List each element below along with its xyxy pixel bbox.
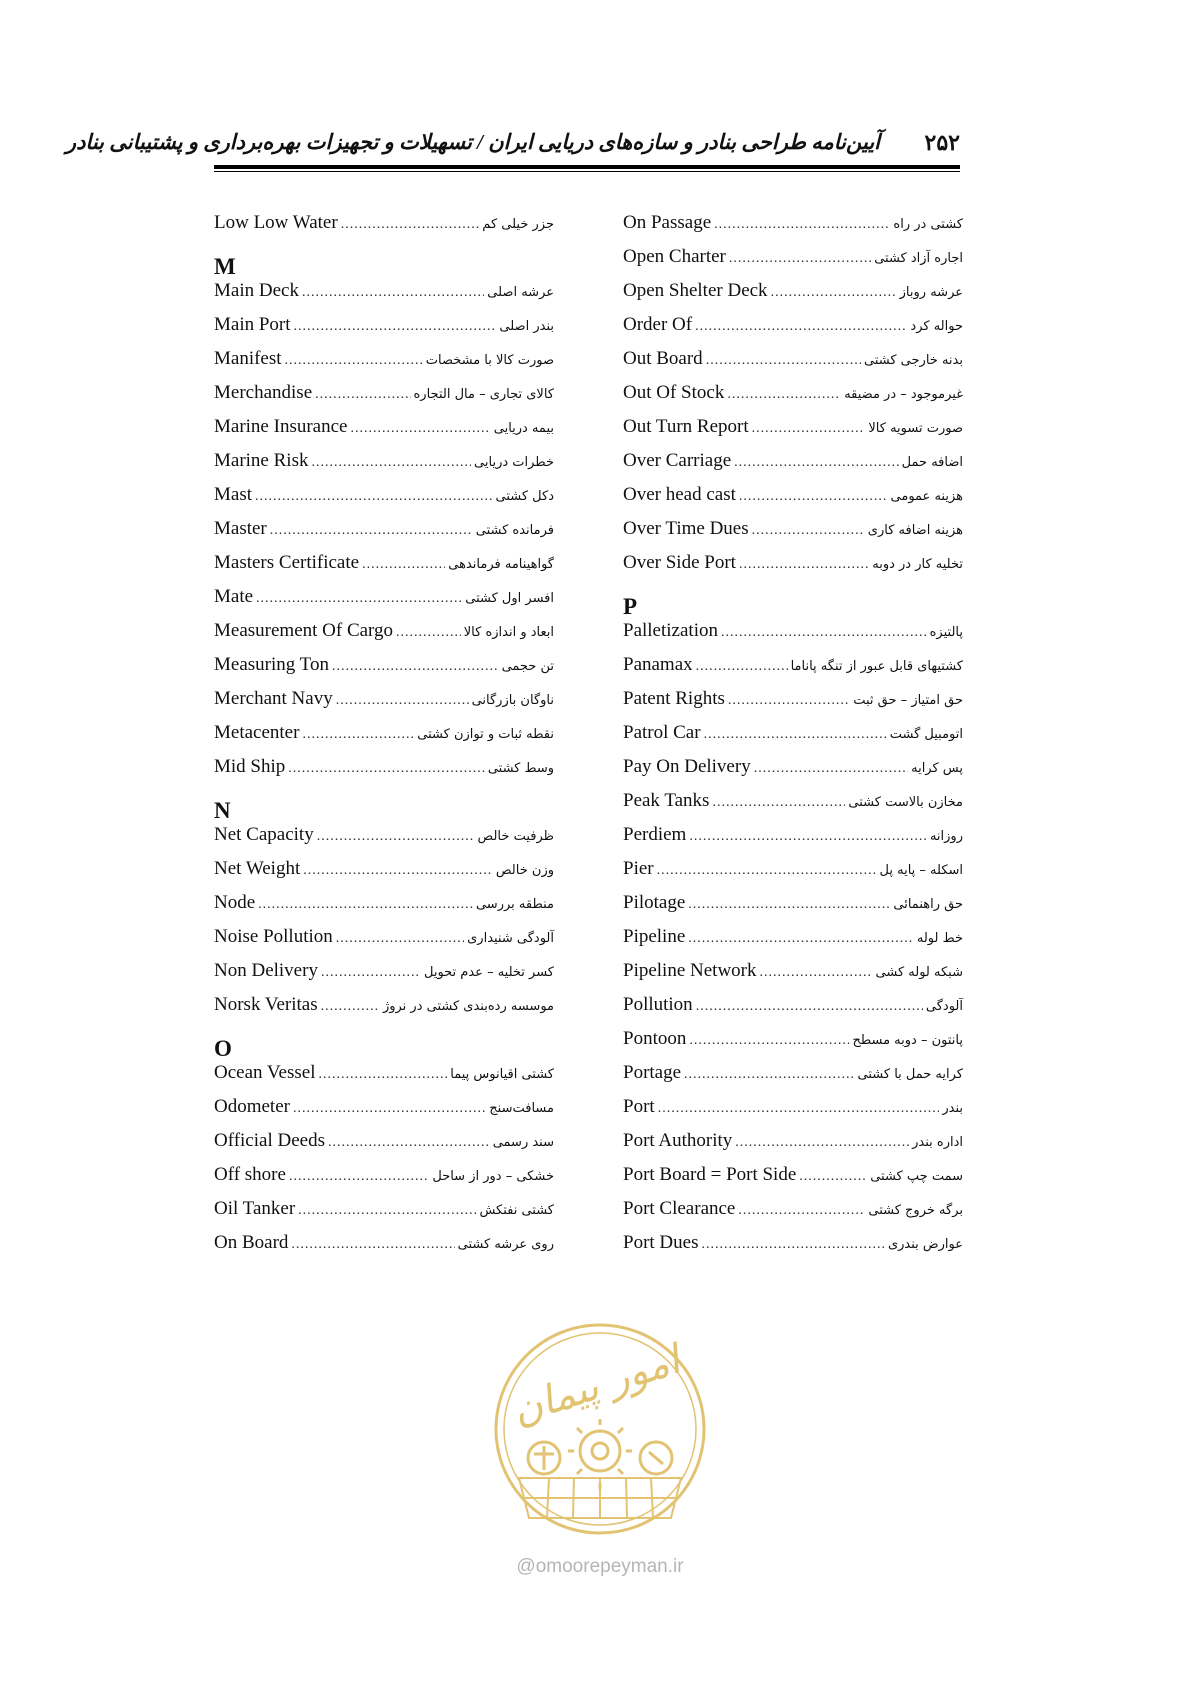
glossary-entry xyxy=(214,1232,554,1266)
section-letter-heading: M xyxy=(214,254,236,279)
glossary-entry xyxy=(623,926,963,960)
english-term: Over Carriage xyxy=(623,450,732,471)
dot-leader xyxy=(285,353,423,369)
glossary-entry xyxy=(214,994,554,1028)
persian-translation: آلودگی xyxy=(925,999,963,1014)
dot-leader xyxy=(321,999,380,1015)
dot-leader xyxy=(738,1203,865,1219)
persian-translation: پالتیزه xyxy=(929,625,963,640)
glossary-entry xyxy=(623,824,963,858)
glossary-entry xyxy=(623,654,963,688)
persian-translation: پانتون – دوبه مسطح xyxy=(852,1033,963,1048)
english-term: Oil Tanker xyxy=(214,1198,296,1219)
watermark-website: @omoorepeyman.ir xyxy=(516,1556,684,1577)
dot-leader xyxy=(336,931,464,947)
dot-leader xyxy=(754,761,908,777)
english-term: Metacenter xyxy=(214,722,300,743)
persian-translation: کرایه حمل با کشتی xyxy=(857,1067,963,1082)
persian-translation: حق راهنمائی xyxy=(893,897,963,912)
dot-leader xyxy=(701,1237,884,1253)
dot-leader xyxy=(735,1135,909,1151)
dot-leader xyxy=(396,625,461,641)
persian-translation: هزینه اضافه کاری xyxy=(867,523,963,538)
persian-translation: غیرموجود – در مضیقه xyxy=(844,387,963,402)
dot-leader xyxy=(728,693,850,709)
persian-translation: حواله کرد xyxy=(910,319,963,334)
glossary-entry xyxy=(623,1130,963,1164)
glossary-entry xyxy=(214,1062,554,1096)
english-term: Port Authority xyxy=(623,1130,733,1151)
glossary-entry xyxy=(623,960,963,994)
running-title: آیین‌نامه طراحی بنادر و سازه‌های دریایی ایران / تسهیلات و تجهیزات بهره‌برداری و پشتیبانی بنادر xyxy=(65,130,880,154)
dot-leader xyxy=(336,693,469,709)
dot-leader xyxy=(799,1169,867,1185)
persian-translation: سند رسمی xyxy=(492,1135,554,1150)
glossary-entry xyxy=(623,1096,963,1130)
dot-leader xyxy=(303,863,493,879)
persian-translation: عرشه اصلی xyxy=(487,285,554,300)
persian-translation: افسر اول کشتی xyxy=(465,591,554,606)
glossary-entry xyxy=(214,858,554,892)
glossary-entry xyxy=(623,348,963,382)
persian-translation: صورت تسویه کالا xyxy=(868,421,963,436)
glossary-entry xyxy=(214,348,554,382)
dot-leader xyxy=(317,829,475,845)
persian-translation: کالای تجاری – مال التجاره xyxy=(413,387,554,402)
english-term: Main Deck xyxy=(214,280,299,301)
persian-translation: شبکه لوله کشی xyxy=(875,965,963,980)
dot-leader xyxy=(289,1169,429,1185)
glossary-entry xyxy=(214,892,554,926)
dot-leader xyxy=(321,965,421,981)
dot-leader xyxy=(294,319,497,335)
glossary-entry xyxy=(623,688,963,722)
page-header xyxy=(65,128,960,164)
persian-translation: هزینه عمومی xyxy=(890,489,963,504)
watermark-logo xyxy=(489,1318,711,1540)
glossary-entry xyxy=(214,586,554,620)
english-term: Pollution xyxy=(623,994,693,1015)
glossary-entry xyxy=(214,620,554,654)
persian-translation: پس کرایه xyxy=(911,761,963,776)
persian-translation: تن حجمی xyxy=(501,659,554,674)
persian-translation: مسافت‌سنج xyxy=(489,1101,554,1116)
persian-translation: خطرات دریایی xyxy=(474,455,554,470)
english-term: Out Board xyxy=(623,348,703,369)
persian-translation: مخازن بالاست کشتی xyxy=(848,795,963,810)
english-term: Portage xyxy=(623,1062,682,1083)
section-letter-heading: N xyxy=(214,798,231,823)
dot-leader xyxy=(318,1067,447,1083)
dot-leader xyxy=(298,1203,476,1219)
english-term: Marine Risk xyxy=(214,450,309,471)
glossary-entry xyxy=(214,1130,554,1164)
glossary-entry xyxy=(214,926,554,960)
english-term: Pontoon xyxy=(623,1028,687,1049)
glossary-entry xyxy=(214,382,554,416)
english-term: Masters Certificate xyxy=(214,552,360,573)
glossary-entry xyxy=(623,416,963,450)
english-term: Port Board = Port Side xyxy=(623,1164,797,1185)
english-term: Over Side Port xyxy=(623,552,736,573)
header-rule-thick xyxy=(214,165,960,169)
english-term: Peak Tanks xyxy=(623,790,710,811)
glossary-entry xyxy=(214,722,554,756)
glossary-column-left xyxy=(214,212,554,1266)
section-letter-heading: P xyxy=(623,594,638,619)
persian-translation: سمت چپ کشتی xyxy=(870,1169,963,1184)
english-term: Pipeline Network xyxy=(623,960,757,981)
glossary-entry xyxy=(623,892,963,926)
english-term: Over Time Dues xyxy=(623,518,749,539)
english-term: Merchandise xyxy=(214,382,313,403)
english-term: Node xyxy=(214,892,256,913)
glossary-entry xyxy=(623,280,963,314)
persian-translation: روزانه xyxy=(929,829,963,844)
persian-translation: موسسه رده‌بندی کشتی در نروژ xyxy=(382,999,554,1014)
english-term: Open Charter xyxy=(623,246,726,267)
glossary-entry xyxy=(623,1062,963,1096)
english-term: Out Turn Report xyxy=(623,416,749,437)
dot-leader xyxy=(291,1237,454,1253)
glossary-entry xyxy=(214,416,554,450)
glossary-entry xyxy=(214,1096,554,1130)
dot-leader xyxy=(311,455,471,471)
glossary-entry xyxy=(623,722,963,756)
dot-leader xyxy=(258,897,473,913)
persian-translation: تخلیه کار در دوبه xyxy=(872,557,963,572)
watermark-logo-text: امور پیمان xyxy=(506,1337,686,1435)
english-term: Port Dues xyxy=(623,1232,699,1253)
english-term: On Board xyxy=(214,1232,289,1253)
english-term: Net Capacity xyxy=(214,824,314,845)
persian-translation: نقطه ثبات و توازن کشتی xyxy=(417,727,554,742)
persian-translation: ظرفیت خالص xyxy=(477,829,554,844)
persian-translation: کشتی در راه xyxy=(893,217,963,232)
dot-leader xyxy=(712,795,845,811)
english-term: Off shore xyxy=(214,1164,286,1185)
english-term: Net Weight xyxy=(214,858,301,879)
dot-leader xyxy=(293,1101,486,1117)
persian-translation: کشتیهای قابل عبور از تنگه پاناما xyxy=(790,659,963,674)
dot-leader xyxy=(721,625,927,641)
dot-leader xyxy=(689,1033,849,1049)
persian-translation: جزر خیلی کم xyxy=(482,217,554,232)
english-term: Pipeline xyxy=(623,926,686,947)
persian-translation: وزن خالص xyxy=(495,863,554,878)
english-term: Master xyxy=(214,518,267,539)
dot-leader xyxy=(760,965,873,981)
dot-leader xyxy=(729,251,871,267)
dot-leader xyxy=(341,217,480,233)
english-term: Patent Rights xyxy=(623,688,725,709)
persian-translation: بیمه دریایی xyxy=(493,421,554,436)
glossary-entry xyxy=(214,314,554,348)
english-term: Measuring Ton xyxy=(214,654,329,675)
dot-leader xyxy=(256,591,462,607)
persian-translation: اجاره آزاد کشتی xyxy=(874,251,963,266)
persian-translation: روی عرشه کشتی xyxy=(457,1237,554,1252)
dot-leader xyxy=(734,455,899,471)
dot-leader xyxy=(328,1135,490,1151)
english-term: Out Of Stock xyxy=(623,382,725,403)
glossary-entry xyxy=(623,314,963,348)
persian-translation: گواهینامه فرماندهی xyxy=(448,557,554,572)
english-term: Main Port xyxy=(214,314,291,335)
dot-leader xyxy=(657,863,877,879)
persian-translation: خشکی – دور از ساحل xyxy=(432,1169,554,1184)
persian-translation: کسر تخلیه – عدم تحویل xyxy=(423,965,554,980)
persian-translation: کشتی نفتکش xyxy=(479,1203,554,1218)
english-term: Mate xyxy=(214,586,254,607)
glossary-entry xyxy=(623,212,963,246)
glossary-entry xyxy=(214,450,554,484)
persian-translation: حق امتیاز – حق ثبت xyxy=(853,693,963,708)
glossary-entry xyxy=(623,1028,963,1062)
glossary-entry xyxy=(214,212,554,246)
english-term: Ocean Vessel xyxy=(214,1062,316,1083)
persian-translation: بندر اصلی xyxy=(499,319,554,334)
dot-leader xyxy=(332,659,499,675)
dot-leader xyxy=(255,489,493,505)
glossary-entry xyxy=(214,654,554,688)
dot-leader xyxy=(362,557,445,573)
glossary-entry xyxy=(623,246,963,280)
dot-leader xyxy=(752,523,865,539)
glossary-entry xyxy=(623,994,963,1028)
persian-translation: دکل کشتی xyxy=(495,489,554,504)
glossary-entry xyxy=(623,450,963,484)
glossary-entry xyxy=(623,1164,963,1198)
glossary-entry xyxy=(623,1198,963,1232)
persian-translation: اضافه حمل xyxy=(901,455,963,470)
dot-leader xyxy=(704,727,887,743)
glossary-entry xyxy=(623,790,963,824)
dot-leader xyxy=(739,489,888,505)
persian-translation: بندر xyxy=(942,1101,963,1116)
glossary-entry xyxy=(623,484,963,518)
dot-leader xyxy=(695,319,907,335)
english-term: Manifest xyxy=(214,348,282,369)
english-term: Port Clearance xyxy=(623,1198,736,1219)
persian-translation: ناوگان بازرگانی xyxy=(471,693,554,708)
persian-translation: بدنه خارجی کشتی xyxy=(864,353,963,368)
english-term: Open Shelter Deck xyxy=(623,280,768,301)
english-term: Pay On Delivery xyxy=(623,756,751,777)
dot-leader xyxy=(658,1101,940,1117)
persian-translation: اسکله – پایه پل xyxy=(879,863,963,878)
glossary-entry xyxy=(214,960,554,994)
english-term: On Passage xyxy=(623,212,712,233)
glossary-entry xyxy=(214,280,554,314)
persian-translation: عوارض بندری xyxy=(887,1237,963,1252)
persian-translation: وسط کشتی xyxy=(487,761,554,776)
dot-leader xyxy=(688,931,914,947)
glossary-entry xyxy=(623,518,963,552)
glossary-entry xyxy=(214,1198,554,1232)
glossary-entry xyxy=(214,484,554,518)
english-term: Merchant Navy xyxy=(214,688,333,709)
english-term: Measurement Of Cargo xyxy=(214,620,394,641)
dot-leader xyxy=(350,421,490,437)
dot-leader xyxy=(771,285,897,301)
dot-leader xyxy=(696,999,923,1015)
english-term: Mid Ship xyxy=(214,756,286,777)
dot-leader xyxy=(706,353,861,369)
glossary-entry xyxy=(623,1232,963,1266)
persian-translation: صورت کالا با مشخصات xyxy=(425,353,554,368)
header-rule-thin xyxy=(214,171,960,172)
persian-translation: خط لوله xyxy=(916,931,963,946)
persian-translation: عرشه روباز xyxy=(899,285,963,300)
dot-leader xyxy=(302,285,484,301)
english-term: Pier xyxy=(623,858,654,879)
dot-leader xyxy=(739,557,869,573)
dot-leader xyxy=(727,387,841,403)
english-term: Norsk Veritas xyxy=(214,994,318,1015)
english-term: Mast xyxy=(214,484,252,505)
persian-translation: برگه خروج کشتی xyxy=(868,1203,963,1218)
english-term: Port xyxy=(623,1096,655,1117)
dot-leader xyxy=(688,897,890,913)
english-term: Perdiem xyxy=(623,824,687,845)
dot-leader xyxy=(315,387,410,403)
dot-leader xyxy=(696,659,788,675)
english-term: Official Deeds xyxy=(214,1130,325,1151)
english-term: Order Of xyxy=(623,314,693,335)
persian-translation: آلودگی شنیداری xyxy=(467,931,554,946)
section-letter-heading: O xyxy=(214,1036,232,1061)
dot-leader xyxy=(752,421,866,437)
english-term: Over head cast xyxy=(623,484,736,505)
persian-translation: اتومبیل گشت xyxy=(889,727,963,742)
english-term: Low Low Water xyxy=(214,212,338,233)
persian-translation: فرمانده کشتی xyxy=(475,523,554,538)
dot-leader xyxy=(288,761,485,777)
persian-translation: ابعاد و اندازه کالا xyxy=(463,625,554,640)
english-term: Odometer xyxy=(214,1096,290,1117)
english-term: Marine Insurance xyxy=(214,416,348,437)
persian-translation: منطقه بررسی xyxy=(475,897,554,912)
page-number: ۲۵۲ xyxy=(924,130,960,155)
glossary-entry xyxy=(623,552,963,586)
english-term: Pilotage xyxy=(623,892,686,913)
dot-leader xyxy=(684,1067,854,1083)
persian-translation: کشتی اقیانوس پیما xyxy=(450,1067,554,1082)
glossary-entry xyxy=(214,518,554,552)
glossary-entry xyxy=(214,552,554,586)
glossary-entry xyxy=(214,756,554,790)
glossary-entry xyxy=(623,620,963,654)
english-term: Non Delivery xyxy=(214,960,318,981)
glossary-column-right xyxy=(623,212,963,1266)
glossary-entry xyxy=(623,858,963,892)
dot-leader xyxy=(689,829,927,845)
persian-translation: اداره بندر xyxy=(912,1135,963,1150)
english-term: Panamax xyxy=(623,654,693,675)
glossary-entry xyxy=(623,382,963,416)
english-term: Palletization xyxy=(623,620,718,641)
dot-leader xyxy=(302,727,414,743)
english-term: Patrol Car xyxy=(623,722,701,743)
dot-leader xyxy=(714,217,890,233)
dot-leader xyxy=(270,523,473,539)
glossary-entry xyxy=(214,688,554,722)
english-term: Noise Pollution xyxy=(214,926,333,947)
glossary-entry xyxy=(214,824,554,858)
glossary-entry xyxy=(214,1164,554,1198)
glossary-entry xyxy=(623,756,963,790)
